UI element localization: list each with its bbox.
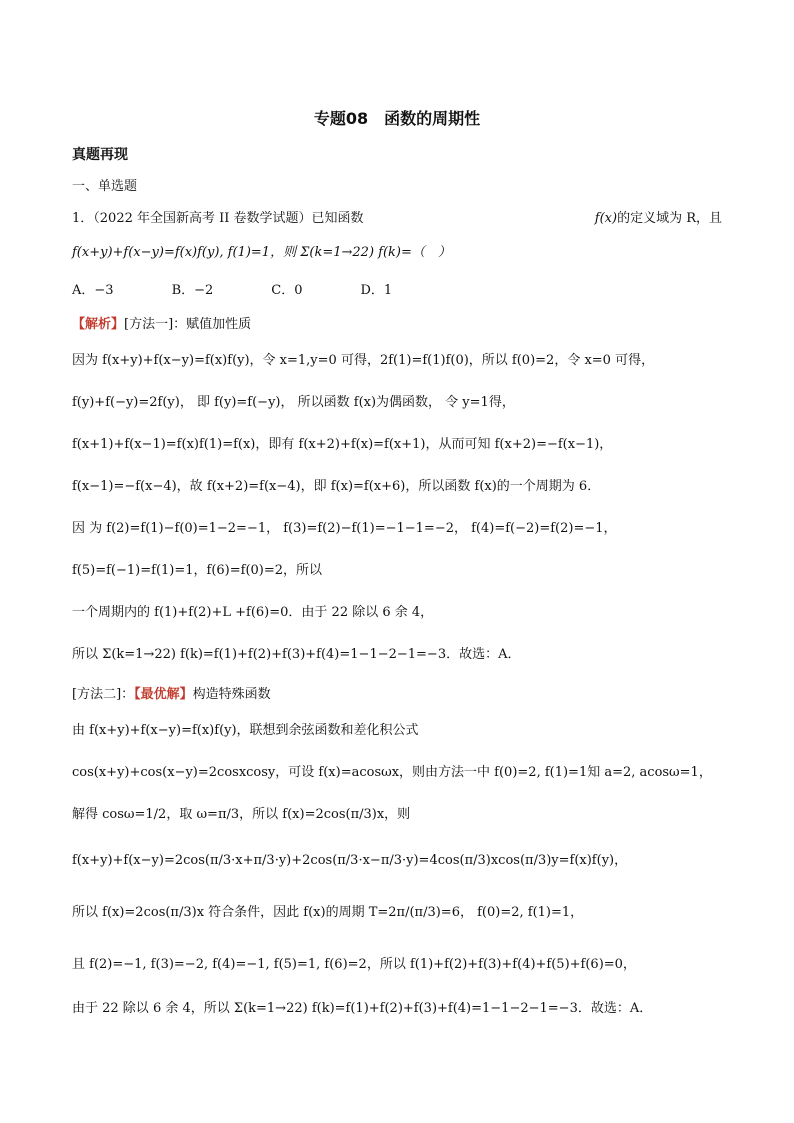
solution-header (72, 316, 722, 334)
method2-prefix: [方法二]： (72, 687, 135, 702)
choice-a: A．−3 (72, 283, 114, 298)
method2-line-6: 且 f(2)=−1, f(3)=−2, f(4)=−1, f(5)=1, f(6)=2，所以 f(1)+f(2)+f(3)+f(4)+f(5)+f(6)=0， (72, 957, 636, 972)
page-title: 专题08 函数的周期性 (313, 109, 481, 128)
method2-tag: 【最优解】 (134, 687, 193, 702)
method2-line-2: cos(x+y)+cos(x−y)=2cosxcosy，可设 f(x)=acosωx，则由方法一中 f(0)=2, f(1)=1知 a=2, acosω=1， (72, 765, 712, 780)
solution-line-5: 因 为 f(2)=f(1)−f(0)=1−2=−1， f(3)=f(2)−f(1)=−1−1=−2， f(4)=f(−2)=f(2)=−1， (72, 521, 617, 536)
method2-line-7: 由于 22 除以 6 余 4，所以 Σ(k=1→22) f(k)=f(1)+f(2)+f(3)+f(4)=1−1−2−1=−3．故选：A． (72, 1001, 653, 1016)
subsection-heading: 一、单选题 (72, 179, 138, 194)
method2-title: 构造特殊函数 (192, 687, 271, 702)
method1-title: [方法一]：赋值加性质 (124, 317, 252, 332)
method2-line-5: 所以 f(x)=2cos(π/3)x 符合条件，因此 f(x)的周期 T=2π/(π/3)=6， f(0)=2, f(1)=1， (72, 905, 584, 920)
solution-line-8: 所以 Σ(k=1→22) f(k)=f(1)+f(2)+f(3)+f(4)=1−1−2−1=−3．故选：A． (72, 647, 521, 662)
solution-tag: 【解析】 (72, 317, 125, 332)
solution-line-6: f(5)=f(−1)=f(1)=1，f(6)=f(0)=2，所以 (72, 563, 323, 578)
section-heading: 真题再现 (72, 147, 128, 163)
solution-line-7: 一个周期内的 f(1)+f(2)+L +f(6)=0．由于 22 除以 6 余 4， (72, 605, 434, 620)
function-symbol: f(x) (594, 211, 618, 226)
method2-header (72, 686, 722, 704)
answer-choices (72, 282, 722, 300)
question-label: 1．（2022 年全国新高考 II 卷数学试题）已知函数 (72, 211, 364, 226)
method2-line-4: f(x+y)+f(x−y)=2cos(π/3·x+π/3·y)+2cos(π/3·x−π/3·y)=4cos(π/3)xcos(π/3)y=f(x)f(y)， (72, 853, 628, 868)
solution-line-1: 因为 f(x+y)+f(x−y)=f(x)f(y)，令 x=1,y=0 可得，2f(1)=f(1)f(0)，所以 f(0)=2，令 x=0 可得， (72, 353, 655, 368)
choice-d: D．1 (360, 283, 393, 298)
domain-text: 的定义域为 R，且 (617, 211, 722, 226)
question-condition: f(x+y)+f(x−y)=f(x)f(y), f(1)=1，则 Σ(k=1→22) f(k)=（ ） (72, 245, 451, 260)
solution-line-4: f(x−1)=−f(x−4)，故 f(x+2)=f(x−4)，即 f(x)=f(x+6)，所以函数 f(x)的一个周期为 6． (72, 479, 601, 494)
method2-line-1: 由 f(x+y)+f(x−y)=f(x)f(y)，联想到余弦函数和差化积公式 (72, 723, 419, 738)
question-stem-line1 (72, 210, 722, 228)
method2-line-3: 解得 cosω=1/2，取 ω=π/3，所以 f(x)=2cos(π/3)x，则 (72, 807, 411, 822)
choice-c: C．0 (271, 283, 303, 298)
choice-b: B．−2 (171, 283, 214, 298)
solution-line-2: f(y)+f(−y)=2f(y)， 即 f(y)=f(−y)， 所以函数 f(x)为偶函数， 令 y=1得， (72, 395, 515, 410)
solution-line-3: f(x+1)+f(x−1)=f(x)f(1)=f(x)，即有 f(x+2)+f(x)=f(x+1)，从而可知 f(x+2)=−f(x−1)， (72, 437, 613, 452)
